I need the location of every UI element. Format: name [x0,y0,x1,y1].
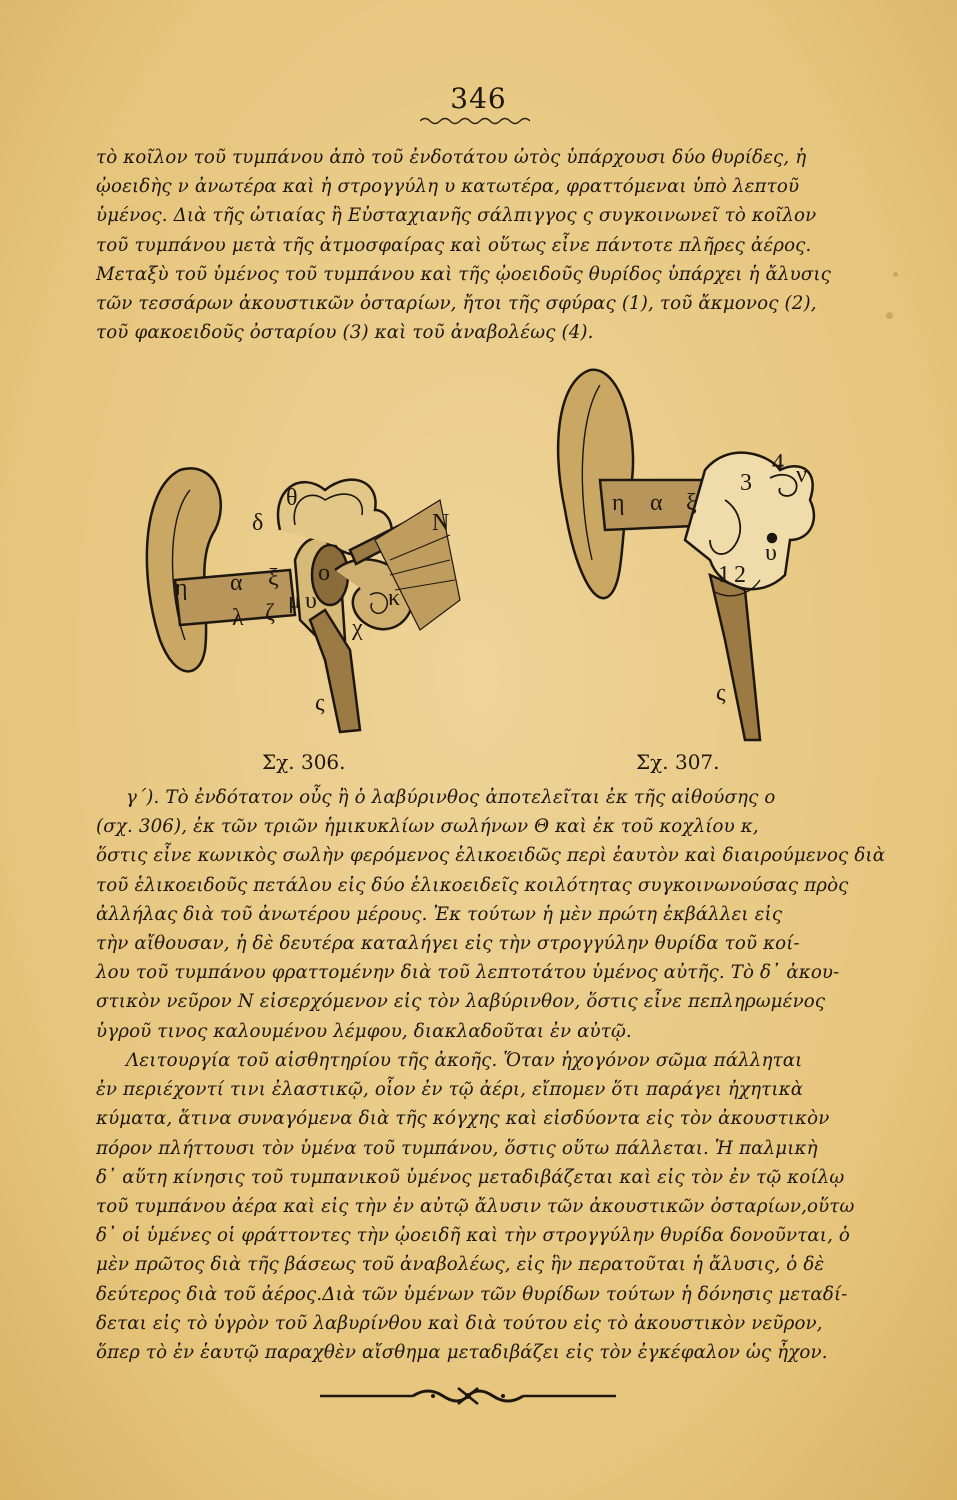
text-line: δεται εἰς τὸ ὑγρὸν τοῦ λαβυρίνθου καὶ διὰ τούτου εἰς τὸ ἀκουστικὸν νεῦρον, [96,1312,823,1334]
paragraph-hearing-function [96,1046,868,1367]
label-s: ς [716,680,726,706]
label-upsilon: υ [305,588,317,614]
text-line: ὑμένος. Διὰ τῆς ὠτιαίας ἢ Εὐσταχιανῆς σάλπιγγος ς συγκοινωνεῖ τὸ κοῖλον [96,205,817,227]
text-line: Μεταξὺ τοῦ ὑμένος τοῦ τυμπάνου καὶ τῆς ᾠοειδοῦς θυρίδος ὑπάρχει ἡ ἄλυσις [96,263,831,285]
paragraph-intro [96,143,868,347]
text-line: τῶν τεσσάρων ἀκουστικῶν ὀσταρίων, ἤτοι τῆς σφύρας (1), τοῦ ἄκμονος (2), [96,293,817,315]
text-line: ἀλλήλας διὰ τοῦ ἀνωτέρου μέρους. Ἐκ τούτων ἡ μὲν πρώτη ἐκβάλλει εἰς [96,903,783,925]
paragraph-labyrinth [96,783,886,1046]
label-3: 3 [740,470,752,496]
label-kappa: κ [388,585,401,611]
label-xi: ξ [268,565,279,591]
text-line: στικὸν νεῦρον Ν εἰσερχόμενον εἰς τὸν λαβύρινθον, ὅστις εἶνε πεπληρωμένος [96,991,826,1013]
figure-307-caption: Σχ. 307. [636,750,720,774]
foxing-spot [886,312,893,319]
text-line: τοῦ τυμπάνου ἀέρα καὶ εἰς τὴν ἐν αὐτῷ ἄλυσιν τῶν ἀκουστικῶν ὀσταρίων,οὕτω [96,1196,855,1218]
text-line: δεύτερος διὰ τοῦ ἀέρος.Διὰ τῶν ὑμένων τῶν θυρίδων τούτων ἡ δόνησις μεταδί- [96,1283,848,1305]
text-line: τὸ κοῖλον τοῦ τυμπάνου ἀπὸ τοῦ ἐνδοτάτου ὠτὸς ὑπάρχουσι δύο θυρίδες, ἡ [96,147,807,168]
label-lambda: λ [232,605,244,631]
end-ornament-icon [318,1384,618,1408]
label-omicron: ο [318,560,330,586]
label-upsilon: υ [765,540,777,566]
label-xi: ξ [686,490,697,516]
text-line: ὑγροῦ τινος καλουμένου λέμφου, διακλαδοῦται ἐν αὐτῷ. [96,1020,632,1042]
text-line: ὅστις εἶνε κωνικὸς σωλὴν φερόμενος ἑλικοειδῶς περὶ ἑαυτὸν καὶ διαιρούμενος διὰ [96,845,886,867]
label-eta: η [612,490,625,516]
label-chi: χ [352,615,363,641]
text-line: δ᾽ αὕτη κίνησις τοῦ τυμπανικοῦ ὑμένος μεταδιβάζεται καὶ εἰς τὸν ἐν τῷ κοίλῳ [96,1166,845,1188]
text-line: Λειτουργία τοῦ αἰσθητηρίου τῆς ἀκοῆς. Ὅταν ἠχογόνον σῶμα πάλληται [126,1050,803,1071]
text-line: ᾠοειδὴς ν ἀνωτέρα καὶ ἡ στρογγύλη υ κατωτέρα, φραττόμεναι ὑπὸ λεπτοῦ [96,176,800,198]
label-s: ς [315,690,325,716]
label-2: 2 [734,562,746,588]
text-line: πόρον πλήττουσι τὸν ὑμένα τοῦ τυμπάνου, ὅστις οὕτω πάλλεται. Ἡ παλμικὴ [96,1137,818,1159]
text-line: τοῦ τυμπάνου μετὰ τῆς ἀτμοσφαίρας καὶ οὕτως εἶνε πάντοτε πλῆρες ἀέρος. [96,234,812,256]
figure-306-caption: Σχ. 306. [262,750,346,774]
ear-anatomy-illustrations [120,360,840,760]
label-nerve-n: N [432,510,450,536]
label-zeta: ζ [265,600,275,626]
text-line: (σχ. 306), ἐκ τῶν τριῶν ἡμικυκλίων σωλήνων Θ καὶ ἐκ τοῦ κοχλίου κ, [96,816,759,838]
text-line: γ΄). Τὸ ἐνδότατον οὖς ἢ ὁ λαβύρινθος ἀποτελεῖται ἐκ τῆς αἰθούσης ο [126,787,776,808]
label-nu: ν [796,462,807,488]
text-line: κύματα, ἅτινα συναγόμενα διὰ τῆς κόγχης καὶ εἰσδύοντα εἰς τὸν ἀκουστικὸν [96,1108,830,1130]
label-eta: η [175,575,188,601]
text-line: λου τοῦ τυμπάνου φραττομένην διὰ τοῦ λεπτοτάτου ὑμένος αὐτῆς. Τὸ δ᾽ ἀκου- [96,962,840,984]
text-line: τὴν αἴθουσαν, ἡ δὲ δευτέρα καταλήγει εἰς τὴν στρογγύλην θυρίδα τοῦ κοί- [96,933,800,955]
text-line: ἐν περιέχοντί τινι ἐλαστικῷ, οἷον ἐν τῷ ἀέρι, εἴπομεν ὅτι παράγει ἠχητικὰ [96,1079,804,1101]
label-theta: θ [286,485,298,511]
label-4: 4 [772,450,784,476]
text-line: τοῦ ἑλικοειδοῦς πετάλου εἰς δύο ἑλικοειδεῖς κοιλότητας συγκοινωνούσας πρὸς [96,874,849,896]
label-alpha: α [230,570,243,596]
text-line: μὲν πρῶτος διὰ τῆς βάσεως τοῦ ἀναβολέως, εἰς ἣν περατοῦται ἡ ἄλυσις, ὁ δὲ [96,1254,825,1276]
text-line: τοῦ φακοειδοῦς ὀσταρίου (3) καὶ τοῦ ἀναβολέως (4). [96,322,594,344]
label-delta: δ [252,510,264,536]
text-line: ὅπερ τὸ ἐν ἑαυτῷ παραχθὲν αἴσθημα μεταδιβάζει εἰς τὸν ἐγκέφαλον ὡς ἦχον. [96,1342,828,1364]
label-mu: μ [288,588,301,614]
text-line: δ᾽ οἱ ὑμένες οἱ φράττοντες τὴν ᾠοειδῆ καὶ τὴν στρογγύλην θυρίδα δονοῦνται, ὁ [96,1225,851,1247]
label-1: 1 [718,562,730,588]
figure-306-drawing [147,468,460,732]
label-alpha: α [650,490,663,516]
foxing-spot [893,272,898,277]
page-number: 346 [450,82,507,115]
page-number-rule [420,116,530,126]
